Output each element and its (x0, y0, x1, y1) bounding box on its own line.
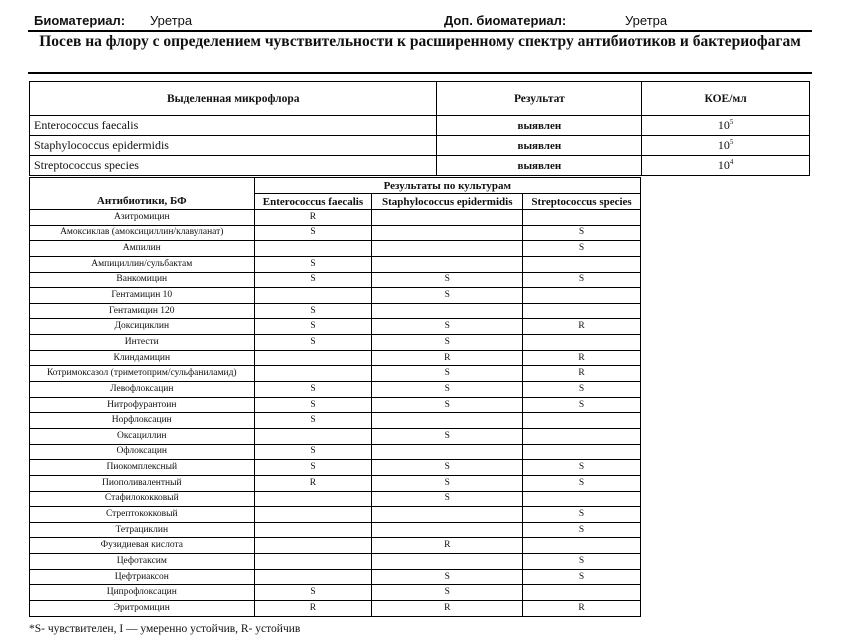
antibiotic-name: Амоксиклав (амоксициллин/клавуланат) (30, 225, 255, 241)
sensitivity-cell (523, 491, 641, 507)
antibiotic-row (30, 428, 641, 444)
col-header-culture-2: Staphylococcus epidermidis (372, 194, 523, 210)
antibiotic-row (30, 366, 641, 382)
sensitivity-cell (372, 241, 523, 257)
sensitivity-cell: S (372, 288, 523, 304)
sensitivity-cell: S (523, 460, 641, 476)
sensitivity-cell: S (523, 225, 641, 241)
flora-result: выявлен (437, 156, 642, 176)
sensitivity-cell (254, 569, 372, 585)
header-line (32, 12, 812, 30)
antibiotic-row (30, 335, 641, 351)
biomaterial-value: Уретра (150, 13, 193, 28)
sensitivity-cell (254, 288, 372, 304)
koe-exponent: 4 (729, 158, 734, 166)
sensitivity-cell (372, 303, 523, 319)
antibiotic-row (30, 241, 641, 257)
sensitivity-cell: S (523, 241, 641, 257)
antibiotic-name: Котримоксазол (триметоприм/сульфаниламид) (30, 366, 255, 382)
antibiotic-name: Стрептококковый (30, 507, 255, 523)
sensitivity-cell (372, 256, 523, 272)
sensitivity-cell (523, 444, 641, 460)
antibiotic-name: Доксициклин (30, 319, 255, 335)
sensitivity-cell: S (523, 507, 641, 523)
sensitivity-cell (523, 335, 641, 351)
top-divider (28, 30, 812, 32)
sensitivity-cell: S (254, 272, 372, 288)
sensitivity-cell (523, 413, 641, 429)
microflora-row (30, 156, 810, 176)
sensitivity-cell (254, 350, 372, 366)
title-divider (28, 72, 812, 74)
flora-koe (642, 156, 810, 176)
sensitivity-cell: S (372, 460, 523, 476)
antibiotic-name: Ванкомицин (30, 272, 255, 288)
antibiotic-name: Тетрациклин (30, 522, 255, 538)
antibiotic-row (30, 382, 641, 398)
antibiotic-row (30, 319, 641, 335)
sensitivity-cell: R (254, 475, 372, 491)
antibiotic-row (30, 491, 641, 507)
sensitivity-cell: S (254, 413, 372, 429)
antibiotic-row (30, 522, 641, 538)
col-header-antibiotics: Антибиотики, БФ (30, 178, 255, 210)
sensitivity-cell (372, 522, 523, 538)
antibiotic-name: Левофлоксацин (30, 382, 255, 398)
antibiotic-name: Цефтриаксон (30, 569, 255, 585)
flora-koe (642, 136, 810, 156)
antibiotic-name: Норфлоксацин (30, 413, 255, 429)
sensitivity-cell: S (372, 475, 523, 491)
sensitivity-cell (254, 428, 372, 444)
sensitivity-cell: S (372, 272, 523, 288)
antibiotic-name: Фузидиевая кислота (30, 538, 255, 554)
flora-result: выявлен (437, 136, 642, 156)
sensitivity-cell (372, 507, 523, 523)
antibiotic-name: Интести (30, 335, 255, 351)
sensitivity-cell (254, 366, 372, 382)
sensitivity-cell (523, 303, 641, 319)
antibiotics-table (29, 177, 641, 617)
sensitivity-cell: R (523, 366, 641, 382)
antibiotic-row (30, 350, 641, 366)
sensitivity-cell (523, 428, 641, 444)
flora-result: выявлен (437, 116, 642, 136)
sensitivity-cell (523, 210, 641, 226)
sensitivity-cell (372, 210, 523, 226)
microflora-row (30, 136, 810, 156)
microflora-table (29, 81, 810, 176)
koe-base: 10 (717, 118, 730, 132)
antibiotic-row (30, 413, 641, 429)
koe-base: 10 (717, 158, 730, 172)
sensitivity-cell: R (523, 601, 641, 617)
sensitivity-cell (372, 554, 523, 570)
sensitivity-cell: S (254, 382, 372, 398)
sensitivity-cell: S (254, 460, 372, 476)
sensitivity-cell: S (254, 397, 372, 413)
page-title: Посев на флору с определением чувствительности к расширенному спектру антибиотиков и бактериофагам (39, 33, 801, 50)
sensitivity-cell: S (372, 491, 523, 507)
antibiotic-name: Ципрофлоксацин (30, 585, 255, 601)
sensitivity-cell (523, 538, 641, 554)
antibiotic-name: Стафилококковый (30, 491, 255, 507)
col-header-koe: КОЕ/мл (642, 82, 810, 116)
col-header-flora: Выделенная микрофлора (30, 82, 437, 116)
sensitivity-cell: S (523, 522, 641, 538)
sensitivity-cell: S (372, 319, 523, 335)
antibiotic-name: Нитрофурантоин (30, 397, 255, 413)
sensitivity-cell: S (372, 366, 523, 382)
flora-name: Enterococcus faecalis (30, 116, 437, 136)
legend-footnote: *S- чувствителен, I — умеренно устойчив, R- устойчив (29, 623, 301, 635)
antibiotic-name: Азитромицин (30, 210, 255, 226)
col-header-result: Результат (437, 82, 642, 116)
sensitivity-cell: S (372, 335, 523, 351)
antibiotic-name: Ампициллин/сульбактам (30, 256, 255, 272)
antibiotic-name: Оксациллин (30, 428, 255, 444)
antibiotic-name: Пиополивалентный (30, 475, 255, 491)
sensitivity-cell: S (372, 569, 523, 585)
col-header-culture-1: Enterococcus faecalis (254, 194, 372, 210)
sensitivity-cell (254, 507, 372, 523)
sensitivity-cell: S (254, 319, 372, 335)
microflora-row (30, 116, 810, 136)
antibiotic-row (30, 444, 641, 460)
sensitivity-cell (523, 585, 641, 601)
sensitivity-cell (372, 413, 523, 429)
koe-base: 10 (717, 138, 730, 152)
sensitivity-cell (254, 491, 372, 507)
koe-exponent: 5 (729, 138, 734, 146)
sensitivity-cell: S (254, 335, 372, 351)
sensitivity-cell (523, 288, 641, 304)
sensitivity-cell: S (372, 428, 523, 444)
flora-name: Streptococcus species (30, 156, 437, 176)
antibiotic-row (30, 397, 641, 413)
sensitivity-cell: R (523, 319, 641, 335)
sensitivity-cell: S (523, 382, 641, 398)
antibiotic-row (30, 554, 641, 570)
antibiotic-row (30, 601, 641, 617)
biomaterial-label: Биоматериал: (34, 13, 126, 28)
antibiotic-name: Гентамицин 10 (30, 288, 255, 304)
sensitivity-cell: S (254, 225, 372, 241)
antibiotic-name: Эритромицин (30, 601, 255, 617)
sensitivity-cell: S (254, 444, 372, 460)
antibiotic-name: Гентамицин 120 (30, 303, 255, 319)
sensitivity-cell (254, 538, 372, 554)
sensitivity-cell: R (523, 350, 641, 366)
sensitivity-cell: S (254, 256, 372, 272)
antibiotic-row (30, 585, 641, 601)
antibiotic-row (30, 569, 641, 585)
antibiotic-row (30, 507, 641, 523)
sensitivity-cell: S (254, 585, 372, 601)
sensitivity-cell (372, 444, 523, 460)
sensitivity-cell (372, 225, 523, 241)
sensitivity-cell: R (372, 601, 523, 617)
sensitivity-cell (254, 522, 372, 538)
sensitivity-cell: R (372, 350, 523, 366)
antibiotic-name: Цефотаксим (30, 554, 255, 570)
sensitivity-cell (254, 241, 372, 257)
antibiotic-row (30, 303, 641, 319)
antibiotic-row (30, 538, 641, 554)
sensitivity-cell (254, 554, 372, 570)
flora-koe (642, 116, 810, 136)
sensitivity-cell: S (523, 272, 641, 288)
antibiotic-row (30, 288, 641, 304)
sensitivity-cell: R (372, 538, 523, 554)
sensitivity-cell: R (254, 210, 372, 226)
sensitivity-cell: S (523, 554, 641, 570)
sensitivity-cell: S (523, 569, 641, 585)
koe-exponent: 5 (729, 118, 734, 126)
sensitivity-cell: S (372, 585, 523, 601)
sensitivity-cell: S (254, 303, 372, 319)
antibiotic-row (30, 460, 641, 476)
antibiotic-name: Пиокомплексный (30, 460, 255, 476)
add-biomaterial-label: Доп. биоматериал: (444, 13, 567, 28)
sensitivity-cell: S (372, 382, 523, 398)
antibiotic-name: Клиндамицин (30, 350, 255, 366)
antibiotic-name: Ампилин (30, 241, 255, 257)
sensitivity-cell (523, 256, 641, 272)
antibiotic-row (30, 272, 641, 288)
antibiotic-row (30, 475, 641, 491)
antibiotic-row (30, 225, 641, 241)
antibiotic-row (30, 210, 641, 226)
col-header-culture-results: Результаты по культурам (254, 178, 640, 194)
col-header-culture-3: Streptococcus species (523, 194, 641, 210)
flora-name: Staphylococcus epidermidis (30, 136, 437, 156)
antibiotic-row (30, 256, 641, 272)
antibiotic-name: Офлоксацин (30, 444, 255, 460)
sensitivity-cell: R (254, 601, 372, 617)
sensitivity-cell: S (523, 475, 641, 491)
add-biomaterial-value: Уретра (625, 13, 668, 28)
sensitivity-cell: S (372, 397, 523, 413)
sensitivity-cell: S (523, 397, 641, 413)
